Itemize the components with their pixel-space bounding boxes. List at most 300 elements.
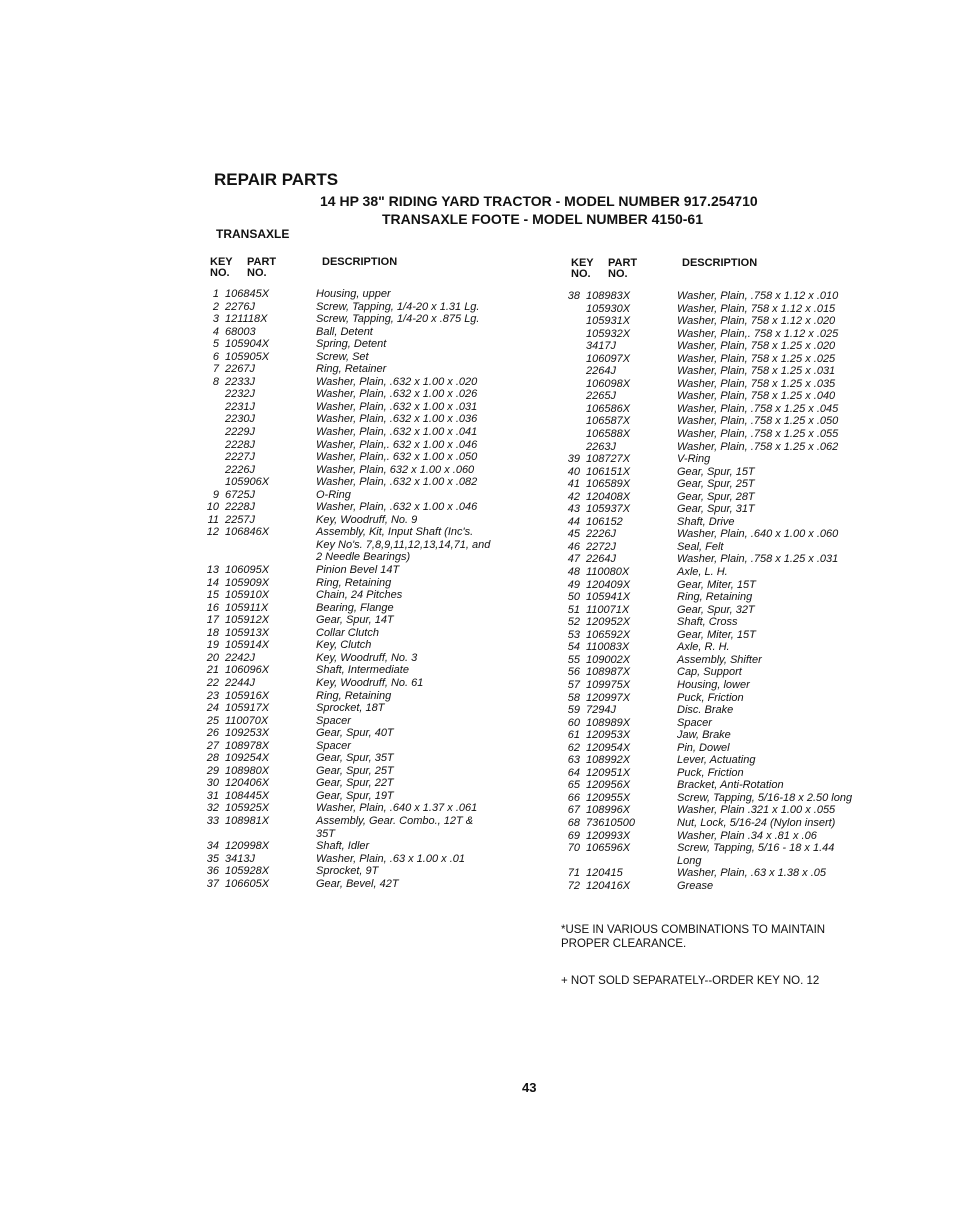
part-number: 105910X [225,589,270,602]
table-row [203,740,523,753]
part-number: 105906X [225,476,270,489]
key-number: 21 [206,664,219,677]
part-number: 6725J [225,488,255,501]
part-description: Seal, Felt [677,540,724,553]
part-number: 2226J [586,528,616,541]
part-description: Washer, Plain, 758 x 1.25 x .031 [677,365,836,378]
part-number: 2267J [225,363,255,376]
table-row [203,514,523,527]
table-row [203,489,523,502]
table-row [203,301,523,314]
part-number: 2264J [586,553,616,566]
part-description: Key, Woodruff, No. 3 [316,651,418,664]
table-row [564,353,894,366]
table-row [203,865,523,878]
table-row [564,428,894,441]
table-row [203,464,523,477]
key-number: 54 [567,641,580,654]
key-number: 10 [206,501,219,514]
part-number: 109253X [225,727,270,740]
key-number: 53 [567,628,580,641]
part-description: Pin, Dowel [677,741,730,754]
part-description: Washer, Plain, .758 x 1.25 x .045 [677,402,839,415]
table-row [203,652,523,665]
table-row [564,478,894,491]
part-number: 108978X [225,739,270,752]
part-description: Gear, Spur, 25T [677,478,755,491]
right-part-header [608,258,637,280]
key-number: 48 [567,566,580,579]
table-row [564,792,894,805]
key-label: KEY [571,257,594,269]
table-row [203,338,523,351]
table-row [564,654,894,667]
table-row [564,704,894,717]
key-number: 65 [567,779,580,792]
table-row [203,664,523,677]
part-description: V-Ring [677,453,711,466]
part-number: 105925X [225,802,270,815]
part-description: 2 Needle Bearings) [316,551,411,564]
part-description: Washer, Plain, 758 x 1.12 x .020 [677,315,836,328]
key-number: 25 [206,714,219,727]
part-number: 105905X [225,350,270,363]
key-number: 59 [567,704,580,717]
part-description: Spacer [677,716,712,729]
table-row [564,566,894,579]
part-number: 108987X [586,666,631,679]
table-row [203,815,523,828]
part-number: 105930X [586,302,631,315]
key-number: 17 [206,614,219,627]
part-description: Shaft, Intermediate [316,664,409,677]
part-number: 2231J [225,400,255,413]
part-number: 3413J [225,852,255,865]
part-number: 105916X [225,689,270,702]
part-number: 2229J [225,426,255,439]
table-row [203,551,523,564]
part-number: 105913X [225,626,270,639]
table-row [203,376,523,389]
part-number: 2226J [225,463,255,476]
table-row [564,591,894,604]
part-description: Shaft, Cross [677,616,738,629]
right-key-header [571,258,594,280]
part-description: Sprocket, 9T [316,865,379,878]
table-row [564,616,894,629]
part-description: Gear, Spur, 22T [316,777,394,790]
clearance-note-line-2: PROPER CLEARANCE. [561,938,687,950]
left-key-header [210,257,233,279]
table-row [203,752,523,765]
part-description: Chain, 24 Pitches [316,589,403,602]
part-number: 2263J [586,440,616,453]
key-number: 34 [206,840,219,853]
key-number: 66 [567,791,580,804]
part-number: 106098X [586,377,631,390]
part-description: Washer, Plain, .632 x 1.00 x .031 [316,400,478,413]
part-description: Washer, Plain, .640 x 1.00 x .060 [677,528,839,541]
table-row [203,727,523,740]
part-number: 120952X [586,616,631,629]
part-description: Cap, Support [677,666,742,679]
part-description: Gear, Spur, 25T [316,764,394,777]
part-description: Gear, Miter, 15T [677,628,756,641]
table-row [203,351,523,364]
part-description: Pinion Bevel 14T [316,564,400,577]
right-parts-list [564,290,894,892]
table-row [203,614,523,627]
part-description: Ring, Retaining [316,576,392,589]
part-number: 120953X [586,729,631,742]
right-description-header: DESCRIPTION [682,257,758,269]
part-description: Axle, L. H. [677,566,728,579]
part-description: Housing, lower [677,678,750,691]
key-number: 26 [206,727,219,740]
part-number: 106605X [225,877,270,890]
key-number: 35 [206,852,219,865]
key-number: 70 [567,842,580,855]
table-row [564,365,894,378]
key-number: 56 [567,666,580,679]
part-number: 2264J [586,365,616,378]
part-number: 105932X [586,327,631,340]
part-number: 105941X [586,591,631,604]
table-row [564,516,894,529]
part-number: 106152 [586,515,623,528]
part-description: Gear, Bevel, 42T [316,877,399,890]
part-description: Shaft, Idler [316,840,370,853]
part-number: 120956X [586,779,631,792]
table-row [564,466,894,479]
part-number: 2276J [225,300,255,313]
part-description: Sprocket, 18T [316,702,385,715]
part-number: 109254X [225,752,270,765]
part-description: Nut, Lock, 5/16-24 (Nylon insert) [677,816,836,829]
model-title: 14 HP 38" RIDING YARD TRACTOR - MODEL NUMBER 917.254710 [320,193,758,209]
no-label: NO. [608,268,628,280]
part-description: Washer, Plain, 632 x 1.00 x .060 [316,463,475,476]
key-number: 5 [212,338,219,351]
part-number: 120409X [586,578,631,591]
part-description: Washer, Plain, .632 x 1.00 x .020 [316,375,478,388]
part-description: Washer, Plain, .632 x 1.00 x .041 [316,426,478,439]
table-row [564,340,894,353]
table-row [564,328,894,341]
key-number: 46 [567,540,580,553]
part-number: 106096X [225,664,270,677]
table-row [564,817,894,830]
part-description: Long [677,854,702,867]
key-number: 20 [206,651,219,664]
part-description: Washer, Plain,. 758 x 1.12 x .025 [677,327,839,340]
table-row [203,288,523,301]
key-number: 1 [212,288,219,300]
table-row [564,629,894,642]
part-number: 120998X [225,840,270,853]
part-description: Gear, Spur, 40T [316,727,394,740]
part-description: Washer, Plain, 758 x 1.25 x .040 [677,390,836,403]
part-number: 120408X [586,490,631,503]
key-number: 47 [567,553,580,566]
key-number: 68 [567,816,580,829]
table-row [564,692,894,705]
part-description: Washer, Plain,. 632 x 1.00 x .046 [316,438,478,451]
part-description: Bearing, Flange [316,601,394,614]
part-number: 106586X [586,402,631,415]
part-number: 2265J [586,390,616,403]
table-row [203,802,523,815]
part-description: Gear, Spur, 35T [316,752,394,765]
table-row [564,842,894,855]
part-description: Gear, Spur, 32T [677,603,755,616]
part-number: 108983X [586,290,631,302]
key-number: 28 [206,752,219,765]
no-label: NO. [210,267,230,279]
table-row [203,439,523,452]
key-number: 49 [567,578,580,591]
key-number: 8 [212,375,219,388]
part-description: Gear, Miter, 15T [677,578,756,591]
key-label: KEY [210,256,233,268]
part-number: 2228J [225,438,255,451]
table-row [203,388,523,401]
table-row [564,855,894,868]
left-part-header [247,257,276,279]
page-number: 43 [522,1080,537,1095]
key-number: 9 [212,488,219,501]
table-row [564,315,894,328]
part-number: 2228J [225,501,255,514]
transaxle-model-title: TRANSAXLE FOOTE - MODEL NUMBER 4150-61 [382,211,704,227]
key-number: 19 [206,639,219,652]
table-row [564,415,894,428]
part-description: Disc. Brake [677,704,734,717]
table-row [203,828,523,841]
part-description: Lever, Actuating [677,754,756,767]
key-number: 58 [567,691,580,704]
key-number: 44 [567,515,580,528]
part-description: Key, Clutch [316,639,372,652]
key-number: 30 [206,777,219,790]
table-row [564,579,894,592]
key-number: 42 [567,490,580,503]
table-row [564,867,894,880]
key-number: 23 [206,689,219,702]
part-number: 108727X [586,453,631,466]
part-description: Key, Woodruff, No. 61 [316,676,424,689]
table-row [203,363,523,376]
table-row [203,451,523,464]
part-number: 120951X [586,766,631,779]
part-description: Gear, Spur, 19T [316,789,394,802]
part-description: 35T [316,827,335,840]
key-number: 67 [567,804,580,817]
table-row [203,413,523,426]
key-number: 18 [206,626,219,639]
table-row [564,303,894,316]
part-description: Ring, Retaining [677,591,753,604]
table-row [203,677,523,690]
part-number: 2272J [586,540,616,553]
table-row [564,553,894,566]
table-row [203,690,523,703]
table-row [203,326,523,339]
key-number: 2 [212,300,219,313]
part-description: Assembly, Shifter [677,653,762,666]
key-number: 32 [206,802,219,815]
key-number: 15 [206,589,219,602]
part-description: Washer, Plain, .758 x 1.12 x .010 [677,290,839,302]
part-description: Washer, Plain, .758 x 1.25 x .031 [677,553,839,566]
key-number: 29 [206,764,219,777]
key-number: 37 [206,877,219,890]
key-number: 40 [567,465,580,478]
key-number: 38 [567,290,580,302]
part-description: Screw, Tapping, 5/16 - 18 x 1.44 [677,842,835,855]
key-number: 22 [206,676,219,689]
part-description: Axle, R. H. [677,641,730,654]
part-number: 2242J [225,651,255,664]
part-number: 108981X [225,814,270,827]
table-row [564,641,894,654]
key-number: 43 [567,503,580,516]
clearance-note [561,923,825,951]
part-label: PART [247,256,277,268]
part-description: Shaft, Drive [677,515,735,528]
key-number: 11 [207,513,219,526]
table-row [564,830,894,843]
part-description: Washer, Plain .321 x 1.00 x .055 [677,804,836,817]
part-description: Washer, Plain, 758 x 1.25 x .025 [677,352,836,365]
section-heading: TRANSAXLE [216,227,290,241]
part-number: 105931X [586,315,631,328]
part-number: 3417J [586,340,616,353]
part-description: Washer, Plain, 758 x 1.12 x .015 [677,302,836,315]
key-number: 13 [206,564,219,577]
part-number: 106097X [586,352,631,365]
part-description: Washer, Plain, .632 x 1.00 x .082 [316,476,478,489]
left-description-header: DESCRIPTION [322,256,398,268]
key-number: 69 [567,829,580,842]
part-description: Grease [677,879,714,892]
table-row [203,853,523,866]
part-number: 121118X [225,313,268,326]
part-description: Key No's. 7,8,9,11,12,13,14,71, and [316,538,491,551]
part-number: 7294J [586,704,616,717]
not-sold-note: + NOT SOLD SEPARATELY--ORDER KEY NO. 12 [561,975,820,987]
part-number: 108445X [225,789,270,802]
part-description: Spring, Detent [316,338,387,351]
table-row [203,401,523,414]
key-number: 63 [567,754,580,767]
table-row [203,840,523,853]
part-number: 120406X [225,777,270,790]
key-number: 71 [567,867,580,880]
part-description: Bracket, Anti-Rotation [677,779,784,792]
part-number: 2244J [225,676,255,689]
part-number: 73610500 [586,816,635,829]
table-row [203,476,523,489]
key-number: 60 [567,716,580,729]
part-number: 105904X [225,338,270,351]
part-number: 2230J [225,413,255,426]
table-row [203,539,523,552]
table-row [203,790,523,803]
part-number: 110080X [586,566,630,579]
table-row [564,679,894,692]
part-number: 110083X [586,641,630,654]
part-number: 109002X [586,653,631,666]
part-number: 120997X [586,691,631,704]
table-row [203,627,523,640]
table-row [564,541,894,554]
key-number: 36 [206,865,219,878]
part-description: Puck, Friction [677,691,744,704]
part-description: Washer, Plain, .632 x 1.00 x .026 [316,388,478,401]
key-number: 52 [567,616,580,629]
part-description: Screw, Tapping, 1/4-20 x 1.31 Lg. [316,300,480,313]
part-description: Collar Clutch [316,626,379,639]
part-number: 105914X [225,639,270,652]
key-number: 51 [567,603,580,616]
key-number: 12 [206,526,219,539]
part-number: 110071X [586,603,630,616]
table-row [564,441,894,454]
part-description: Washer, Plain,. 632 x 1.00 x .050 [316,451,478,464]
table-row [564,880,894,893]
table-row [203,602,523,615]
left-parts-list [203,288,523,890]
key-number: 24 [206,702,219,715]
key-number: 62 [567,741,580,754]
table-row [203,426,523,439]
part-number: 108992X [586,754,631,767]
table-row [203,501,523,514]
key-number: 72 [567,879,580,892]
part-description: Washer, Plain, .63 x 1.00 x .01 [316,852,465,865]
table-row [564,779,894,792]
table-row [564,666,894,679]
table-row [203,878,523,891]
part-description: Gear, Spur, 31T [677,503,755,516]
part-number: 106589X [586,478,631,491]
part-description: Puck, Friction [677,766,744,779]
part-number: 2257J [225,513,255,526]
table-row [203,715,523,728]
table-row [564,503,894,516]
table-row [203,589,523,602]
key-number: 7 [212,363,219,376]
part-number: 106846X [225,526,270,539]
part-number: 2233J [225,375,255,388]
part-number: 120415 [586,867,623,880]
table-row [564,290,894,303]
table-row [564,604,894,617]
part-description: Assembly, Gear. Combo., 12T & [316,814,474,827]
part-description: Screw, Set [316,350,369,363]
part-number: 106592X [586,628,631,641]
table-row [203,313,523,326]
part-number: 108996X [586,804,631,817]
part-number: 106587X [586,415,631,428]
table-row [203,777,523,790]
table-row [564,453,894,466]
key-number: 64 [567,766,580,779]
table-row [203,765,523,778]
table-row [564,804,894,817]
part-description: Washer, Plain, 758 x 1.25 x .035 [677,377,836,390]
